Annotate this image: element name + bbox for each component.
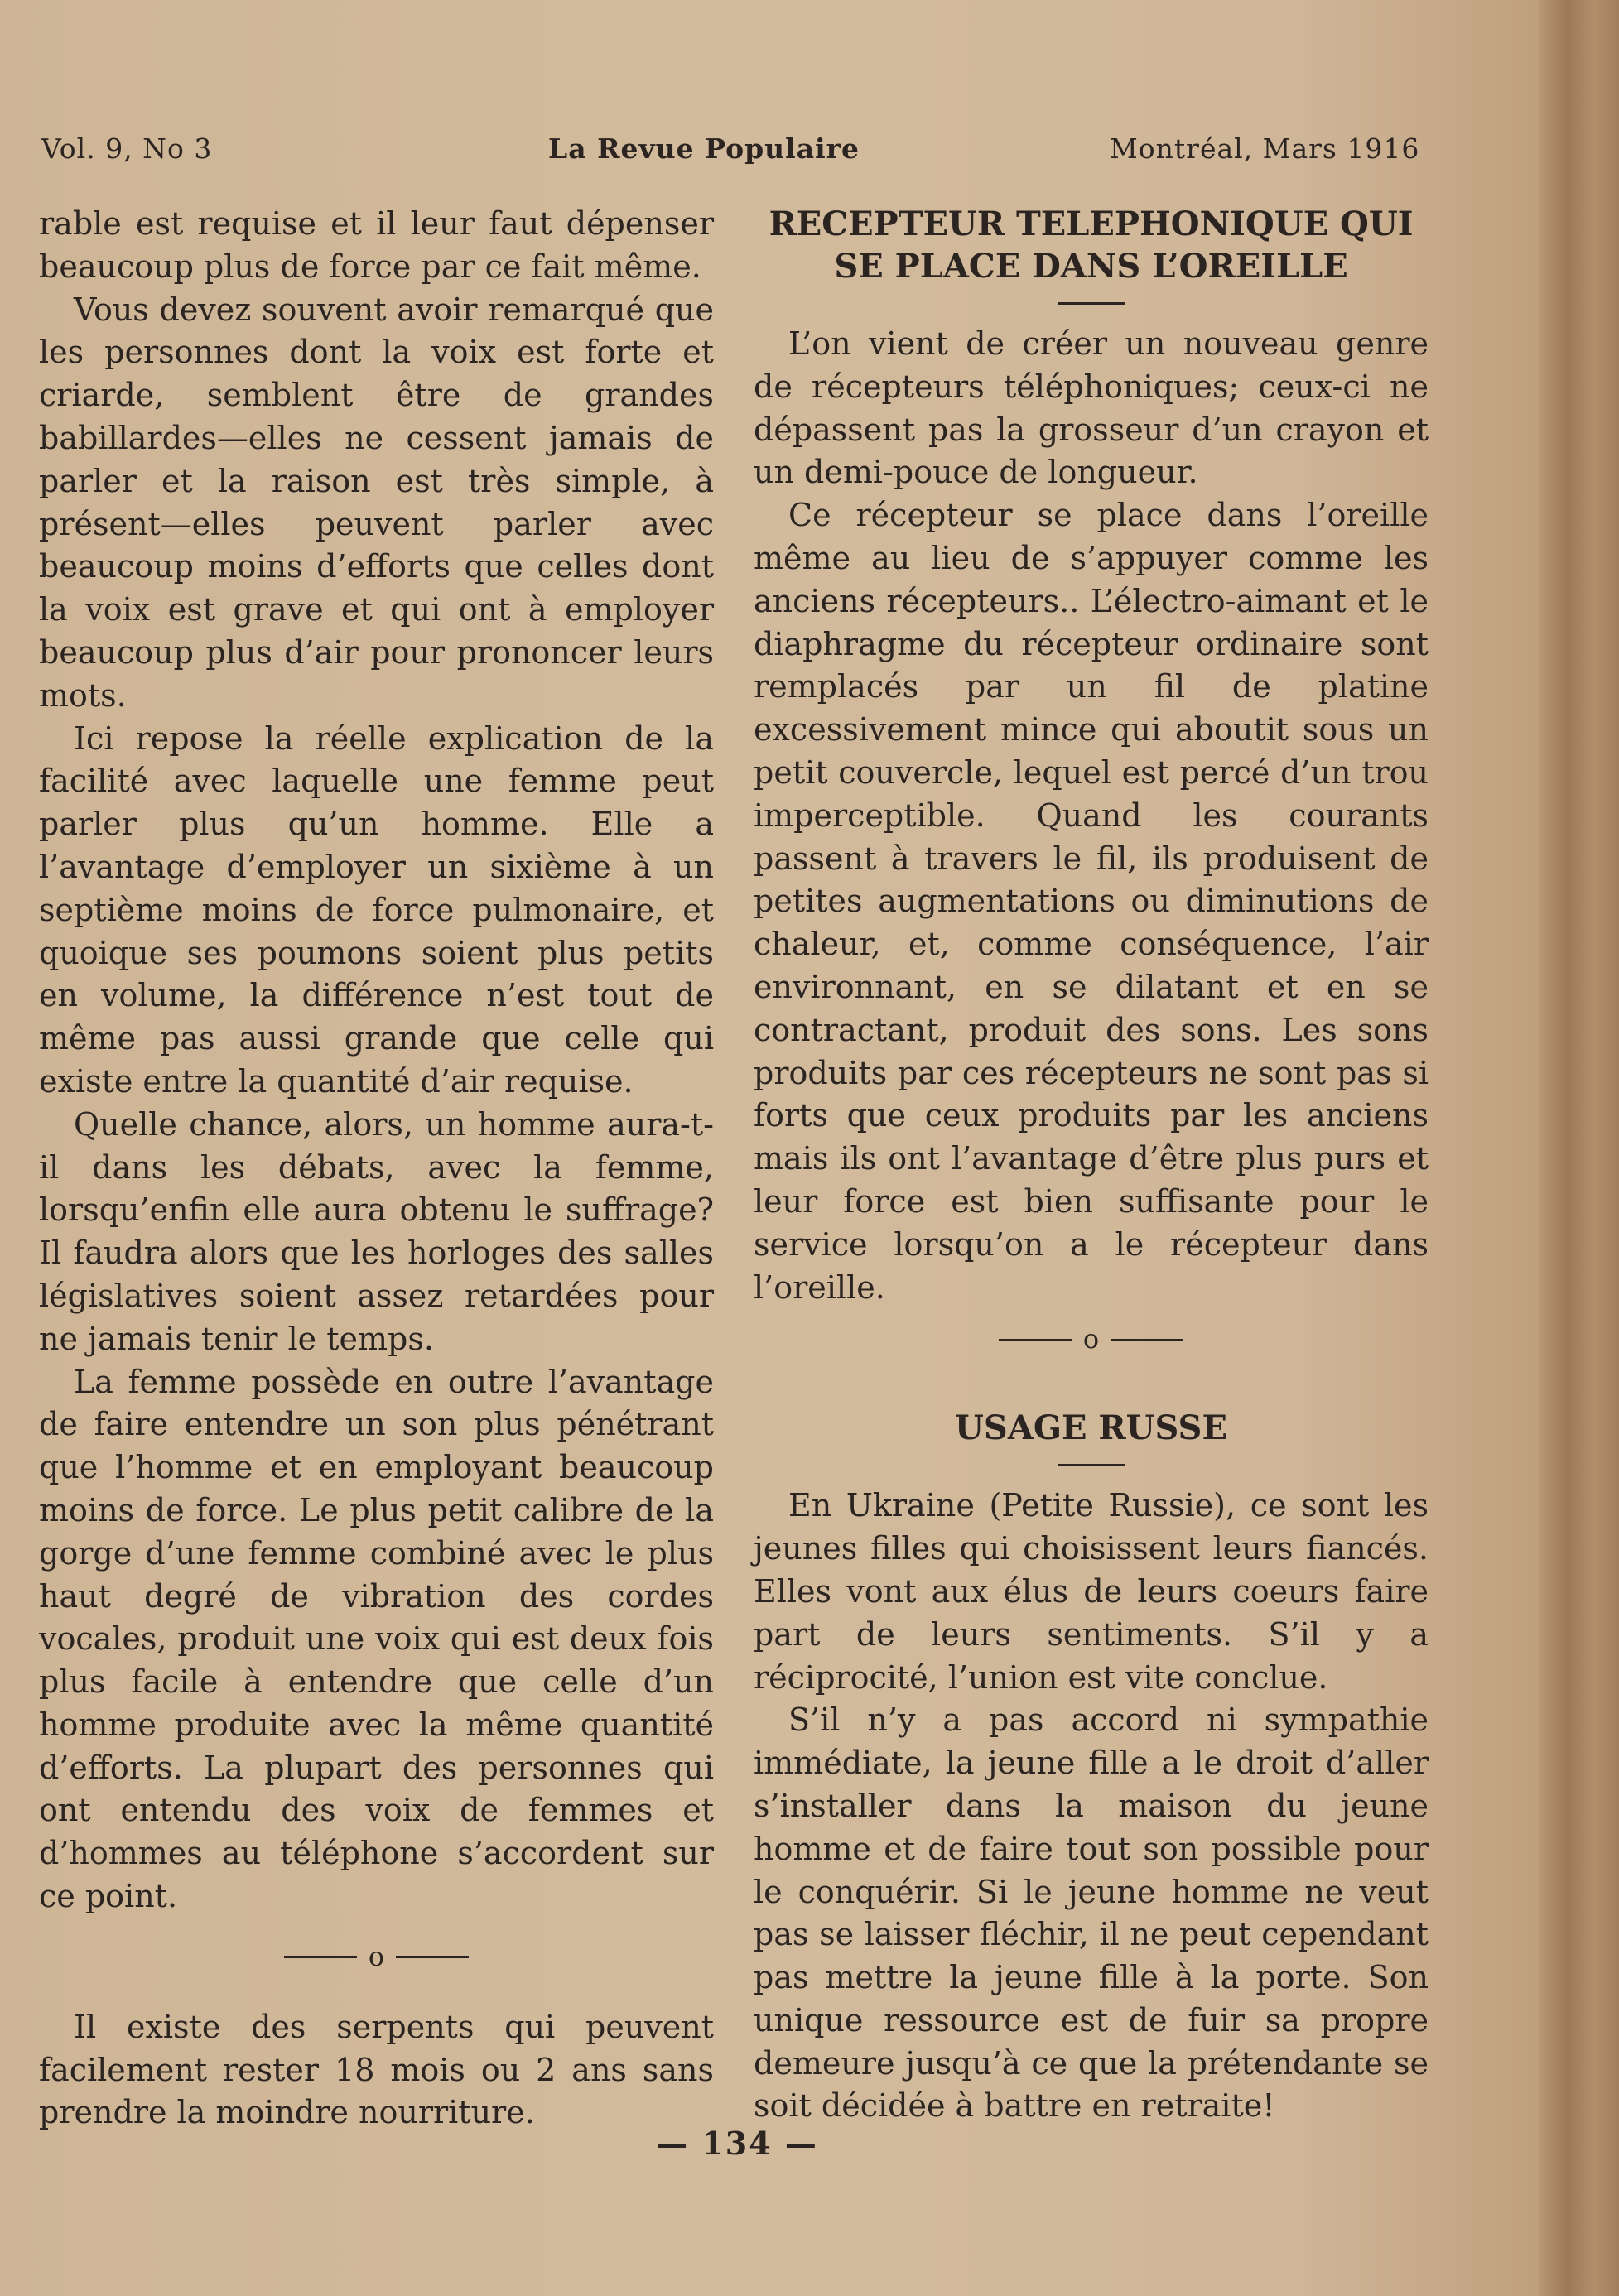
section-separator (754, 1319, 1429, 1360)
paragraph-voice: Vous devez souvent avoir remarqué que les personnes dont la voix est forte et criarde, semblent être de grandes babillardes—elles ne cessent jamais de parler et la raison est très simple, à présent—elles peuvent parler avec beaucoup moins d’efforts que celles dont la voix est grave et qui ont à employer beaucoup plus d’air pour prononcer leurs mots. (39, 291, 714, 714)
date-label: Montréal, Mars 1916 (1110, 132, 1420, 165)
left-column (39, 203, 714, 2135)
paragraph-debates: Quelle chance, alors, un homme aura-t-il dans les débats, avec la femme, lorsqu’enfin elle aura obtenu le suffrage? Il faudra alors que les horloges des salles législatives soient assez retardées pour ne jamais tenir le temps. (39, 1105, 714, 1357)
paragraph-advantage: La femme possède en outre l’avantage de faire entendre un son plus pénétrant que l’homme et en employant beaucoup moins de force. Le plus petit calibre de la gorge d’une femme combiné avec le plus haut degré de vibration des cordes vocales, produit une voix qui est deux fois plus facile à entendre que celle d’un homme produite avec la même quantité d’efforts. La plupart des personnes qui ont entendu des voix de femmes et d’hommes au téléphone s’accordent sur ce point. (39, 1363, 714, 1915)
separator-line (999, 1339, 1072, 1341)
title-rule (1058, 1464, 1125, 1466)
publication-title: La Revue Populaire (548, 132, 860, 165)
separator-mark: o (1082, 1323, 1100, 1355)
title-rule (1058, 302, 1125, 305)
page-number: — 134 — (656, 2125, 818, 2162)
snippet-serpents: Il existe des serpents qui peuvent facilement rester 18 mois ou 2 ans sans prendre la moindre nourriture. (39, 2008, 714, 2131)
separator-line (396, 1956, 469, 1958)
volume-label: Vol. 9, No 3 (41, 132, 213, 165)
section-separator (39, 1937, 714, 1978)
article-title-recepteur: RECEPTEUR TELEPHONIQUE QUI SE PLACE DANS L’OREILLE (769, 205, 1414, 286)
separator-mark: o (368, 1940, 385, 1972)
article-title-usage-russe: USAGE RUSSE (955, 1408, 1227, 1448)
paragraph-sympathie: S’il n’y a pas accord ni sympathie immédiate, la jeune fille a le droit d’aller s’installer dans la maison du jeune homme et de faire tout son possible pour le conquérir. Si le jeune homme ne veut pas se laisser fléchir, il ne peut cependant pas mettre la jeune fille à la porte. Son unique ressource est de fuir sa propre demeure jusqu’à ce que la prétendante se soit décidée à battre en retraite! (754, 1702, 1429, 2125)
paragraph-recepteur-intro: L’on vient de créer un nouveau genre de récepteurs téléphoniques; ceux-ci ne dépassent pas la grosseur d’un crayon et un demi-pouce de longueur. (754, 325, 1429, 491)
separator-line (1111, 1339, 1183, 1341)
paragraph-explanation: Ici repose la réelle explication de la facilité avec laquelle une femme peut parler plus qu’un homme. Elle a l’avantage d’employer un sixième à un septième moins de force pulmonaire, et quoique ses poumons soient plus petits en volume, la différence n’est tout de même pas aussi grande que celle qui existe entre la quantité d’air requise. (39, 720, 714, 1100)
binding-shadow (1539, 0, 1619, 2296)
separator-line (284, 1956, 357, 1958)
continued-paragraph: rable est requise et il leur faut dépenser beaucoup plus de force par ce fait même. (39, 205, 714, 285)
paragraph-ukraine: En Ukraine (Petite Russie), ce sont les jeunes filles qui choisissent leurs fiancés. Elles vont aux élus de leurs coeurs faire part de leurs sentiments. S’il y a réciprocité, l’union est vite conclue. (754, 1487, 1429, 1696)
paragraph-recepteur-detail: Ce récepteur se place dans l’oreille même au lieu de s’appuyer comme les anciens récepteurs.. L’électro-aimant et le diaphragme du récepteur ordinaire sont remplacés par un fil de platine excessivement mince qui aboutit sous un petit couvercle, lequel est percé d’un trou imperceptible. Quand les courants passent à travers le fil, ils produisent de petites augmentations ou diminutions de chaleur, et, comme conséquence, l’air environnant, en se dilatant et en se contractant, produit des sons. Les sons produits par ces récepteurs ne sont pas si forts que ceux produits par les anciens mais ils ont l’avantage d’être plus purs et leur force est bien suffisante pour le service lorsqu’on a le récepteur dans l’oreille. (754, 497, 1429, 1306)
right-column (754, 203, 1429, 2128)
